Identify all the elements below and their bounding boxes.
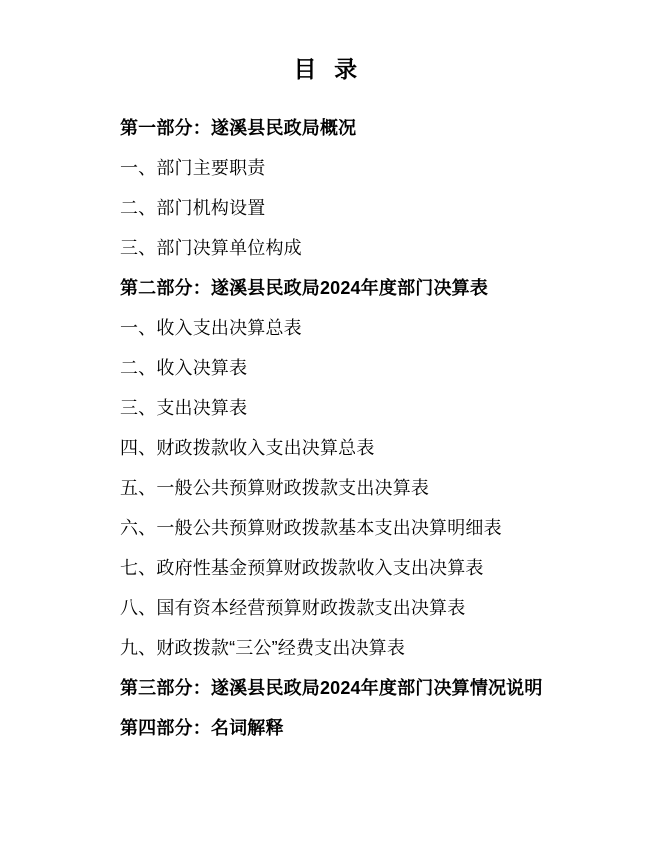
toc-section-heading: 第一部分：遂溪县民政局概况 xyxy=(120,118,357,138)
toc-section-heading: 第四部分：名词解释 xyxy=(120,718,284,738)
toc-item: 二、收入决算表 xyxy=(120,358,248,378)
toc-item: 三、部门决算单位构成 xyxy=(120,238,302,258)
toc-title: 目 录 xyxy=(293,56,358,82)
toc-section-heading: 第二部分：遂溪县民政局2024年度部门决算表 xyxy=(120,278,489,298)
toc-item: 六、一般公共预算财政拨款基本支出决算明细表 xyxy=(120,518,502,538)
toc-item: 二、部门机构设置 xyxy=(120,198,266,218)
toc-item: 八、国有资本经营预算财政拨款支出决算表 xyxy=(120,598,466,618)
toc-item: 四、财政拨款收入支出决算总表 xyxy=(120,438,375,458)
toc-list xyxy=(120,108,651,748)
toc-item: 五、一般公共预算财政拨款支出决算表 xyxy=(120,478,430,498)
toc-item: 九、财政拨款“三公”经费支出决算表 xyxy=(120,638,406,658)
toc-item: 三、支出决算表 xyxy=(120,398,248,418)
toc-item: 一、收入支出决算总表 xyxy=(120,318,302,338)
toc-section-heading: 第三部分：遂溪县民政局2024年度部门决算情况说明 xyxy=(120,678,543,698)
toc-item: 七、政府性基金预算财政拨款收入支出决算表 xyxy=(120,558,484,578)
toc-item: 一、部门主要职责 xyxy=(120,158,266,178)
